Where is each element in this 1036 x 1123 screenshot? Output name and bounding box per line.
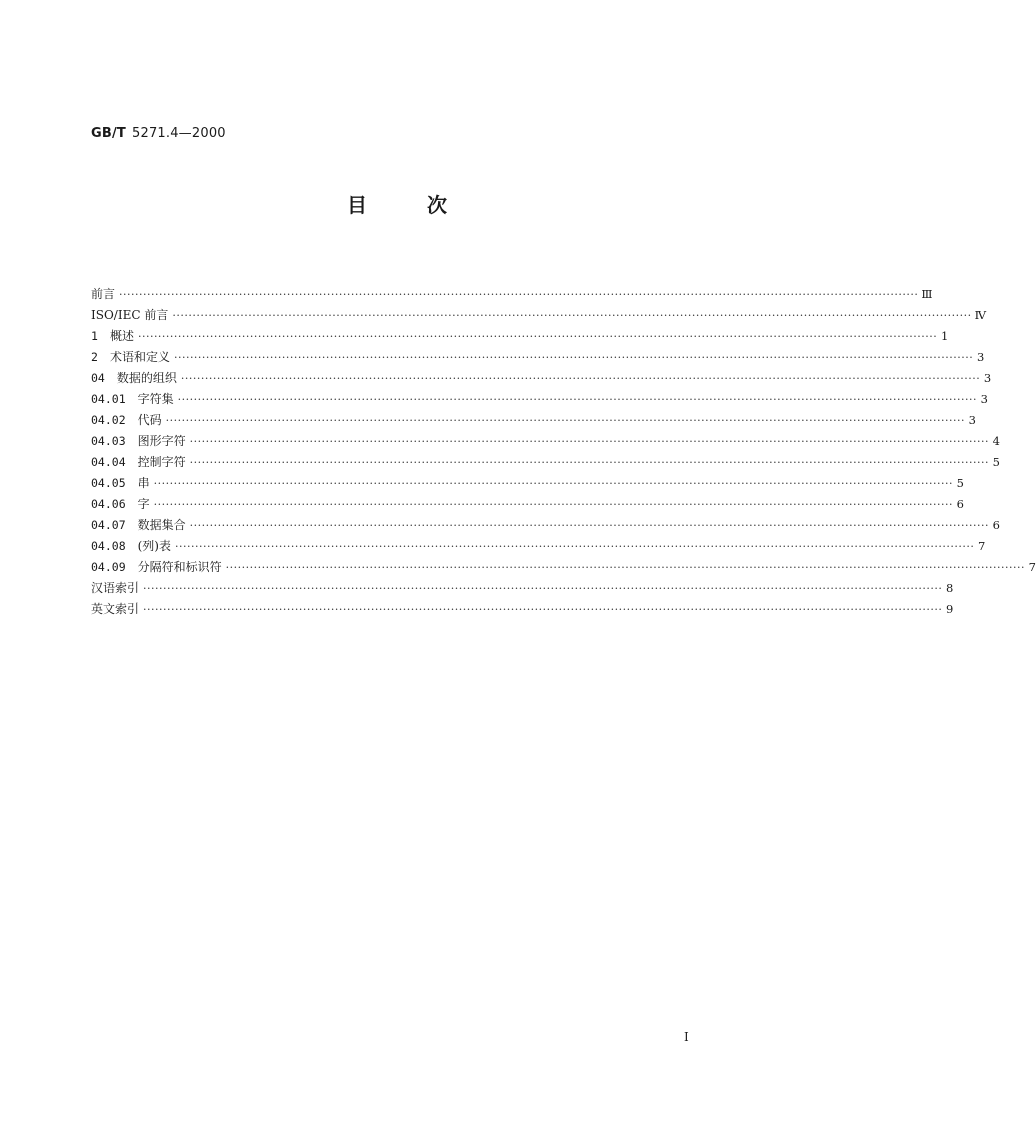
- toc-entry-code: 04.01: [91, 392, 126, 406]
- toc-entry-label[interactable]: [91, 389, 174, 410]
- toc-entry-label[interactable]: [91, 347, 170, 368]
- toc-entry-code: 1: [91, 329, 98, 343]
- toc-entry-text: 控制字符: [137, 455, 186, 469]
- toc-entry-page: 9: [946, 602, 954, 616]
- toc-entry-text: 字符集: [137, 392, 174, 406]
- page-number: Ⅰ: [684, 1030, 689, 1044]
- toc-entry-page: 7: [978, 539, 986, 553]
- toc-entry-text: 汉语索引: [91, 581, 140, 595]
- toc-entry-text: 数据集合: [137, 518, 186, 532]
- toc-entry-label[interactable]: [91, 473, 150, 494]
- toc-entry[interactable]: [91, 326, 949, 347]
- standard-code: [91, 126, 226, 141]
- toc-entry-page: Ⅳ: [974, 308, 987, 322]
- toc-entry[interactable]: [91, 599, 954, 620]
- toc-entry-text: ISO/IEC 前言: [91, 308, 169, 322]
- toc-dot-leader: ········································································································································································································: [165, 414, 965, 427]
- toc-entry-text: 图形字符: [137, 434, 186, 448]
- toc-entry-code: 2: [91, 350, 98, 364]
- toc-entry-text: 分隔符和标识符: [137, 560, 222, 574]
- toc-entry-page: 3: [980, 392, 988, 406]
- toc-entry-text: 前言: [91, 287, 116, 301]
- toc-entry-label[interactable]: [91, 599, 139, 620]
- toc-entry[interactable]: [91, 494, 964, 515]
- toc-entry-label[interactable]: [91, 431, 186, 452]
- toc-entry[interactable]: [91, 536, 986, 557]
- toc-dot-leader: ········································································································································································································: [119, 288, 919, 301]
- toc-entry[interactable]: [91, 431, 1000, 452]
- table-of-contents: [91, 284, 1036, 620]
- toc-entry-page: 7: [1028, 560, 1036, 574]
- toc-entry-page: 6: [992, 518, 1000, 532]
- toc-dot-leader: ········································································································································································································: [173, 351, 974, 364]
- toc-entry-code: 04.02: [91, 413, 126, 427]
- toc-entry[interactable]: [91, 557, 1036, 578]
- toc-entry-label[interactable]: [91, 557, 222, 578]
- toc-dot-leader: ········································································································································································································: [172, 309, 972, 322]
- toc-entry-text: (列)表: [137, 539, 171, 553]
- toc-dot-leader: ········································································································································································································: [225, 561, 1025, 574]
- toc-entry-label[interactable]: [91, 305, 168, 326]
- toc-entry-page: 8: [946, 581, 954, 595]
- toc-entry-page: 3: [968, 413, 976, 427]
- title-char-right: 次: [427, 193, 447, 217]
- toc-entry[interactable]: [91, 578, 954, 599]
- toc-entry-label[interactable]: [91, 452, 186, 473]
- toc-entry-code: 04.08: [91, 539, 126, 553]
- toc-entry-page: 3: [983, 371, 992, 385]
- standard-number: 5271.4—2000: [132, 126, 226, 141]
- toc-entry-label[interactable]: [91, 494, 150, 515]
- toc-dot-leader: ········································································································································································································: [189, 519, 989, 532]
- toc-dot-leader: ········································································································································································································: [153, 498, 953, 511]
- toc-entry-page: Ⅲ: [921, 287, 933, 301]
- toc-entry-code: 04.05: [91, 476, 126, 490]
- toc-entry-label[interactable]: [91, 515, 186, 536]
- toc-entry-text: 数据的组织: [116, 371, 177, 385]
- toc-entry[interactable]: [91, 305, 987, 326]
- page-title: [0, 189, 794, 218]
- toc-entry-page: 1: [940, 329, 949, 343]
- toc-entry-text: 概述: [109, 329, 134, 343]
- toc-entry[interactable]: [91, 452, 1000, 473]
- toc-dot-leader: ········································································································································································································: [189, 456, 989, 469]
- toc-entry-text: 英文索引: [91, 602, 140, 616]
- toc-entry-text: 串: [137, 476, 150, 490]
- toc-entry[interactable]: [91, 389, 988, 410]
- toc-entry-page: 5: [992, 455, 1000, 469]
- title-char-left: 目: [347, 193, 367, 217]
- toc-entry-code: 04.04: [91, 455, 126, 469]
- toc-entry-label[interactable]: [91, 368, 177, 389]
- toc-entry-page: 6: [956, 497, 964, 511]
- toc-entry-label[interactable]: [91, 578, 139, 599]
- toc-entry[interactable]: [91, 410, 976, 431]
- toc-entry-text: 代码: [137, 413, 162, 427]
- toc-entry-code: 04.07: [91, 518, 126, 532]
- toc-entry-code: 04.06: [91, 497, 126, 511]
- toc-entry[interactable]: [91, 347, 985, 368]
- toc-dot-leader: ········································································································································································································: [180, 372, 981, 385]
- toc-dot-leader: ········································································································································································································: [143, 603, 943, 616]
- toc-entry[interactable]: [91, 515, 1000, 536]
- toc-dot-leader: ········································································································································································································: [153, 477, 953, 490]
- toc-entry-code: 04.03: [91, 434, 126, 448]
- toc-entry-label[interactable]: [91, 410, 162, 431]
- toc-entry-label[interactable]: [91, 284, 115, 305]
- toc-entry-text: 字: [137, 497, 150, 511]
- toc-entry[interactable]: [91, 284, 933, 305]
- toc-entry-page: 3: [976, 350, 985, 364]
- toc-entry-label[interactable]: [91, 326, 134, 347]
- toc-dot-leader: ········································································································································································································: [175, 540, 975, 553]
- toc-dot-leader: ········································································································································································································: [143, 582, 943, 595]
- toc-entry[interactable]: [91, 473, 964, 494]
- toc-dot-leader: ········································································································································································································: [137, 330, 938, 343]
- toc-dot-leader: ········································································································································································································: [177, 393, 977, 406]
- toc-dot-leader: ········································································································································································································: [189, 435, 989, 448]
- toc-entry-page: 4: [992, 434, 1000, 448]
- toc-entry-text: 术语和定义: [109, 350, 170, 364]
- toc-entry-page: 5: [956, 476, 964, 490]
- toc-entry-label[interactable]: [91, 536, 171, 557]
- toc-entry[interactable]: [91, 368, 992, 389]
- toc-entry-code: 04.09: [91, 560, 126, 574]
- standard-prefix: GB/T: [91, 126, 126, 141]
- toc-entry-code: 04: [91, 371, 105, 385]
